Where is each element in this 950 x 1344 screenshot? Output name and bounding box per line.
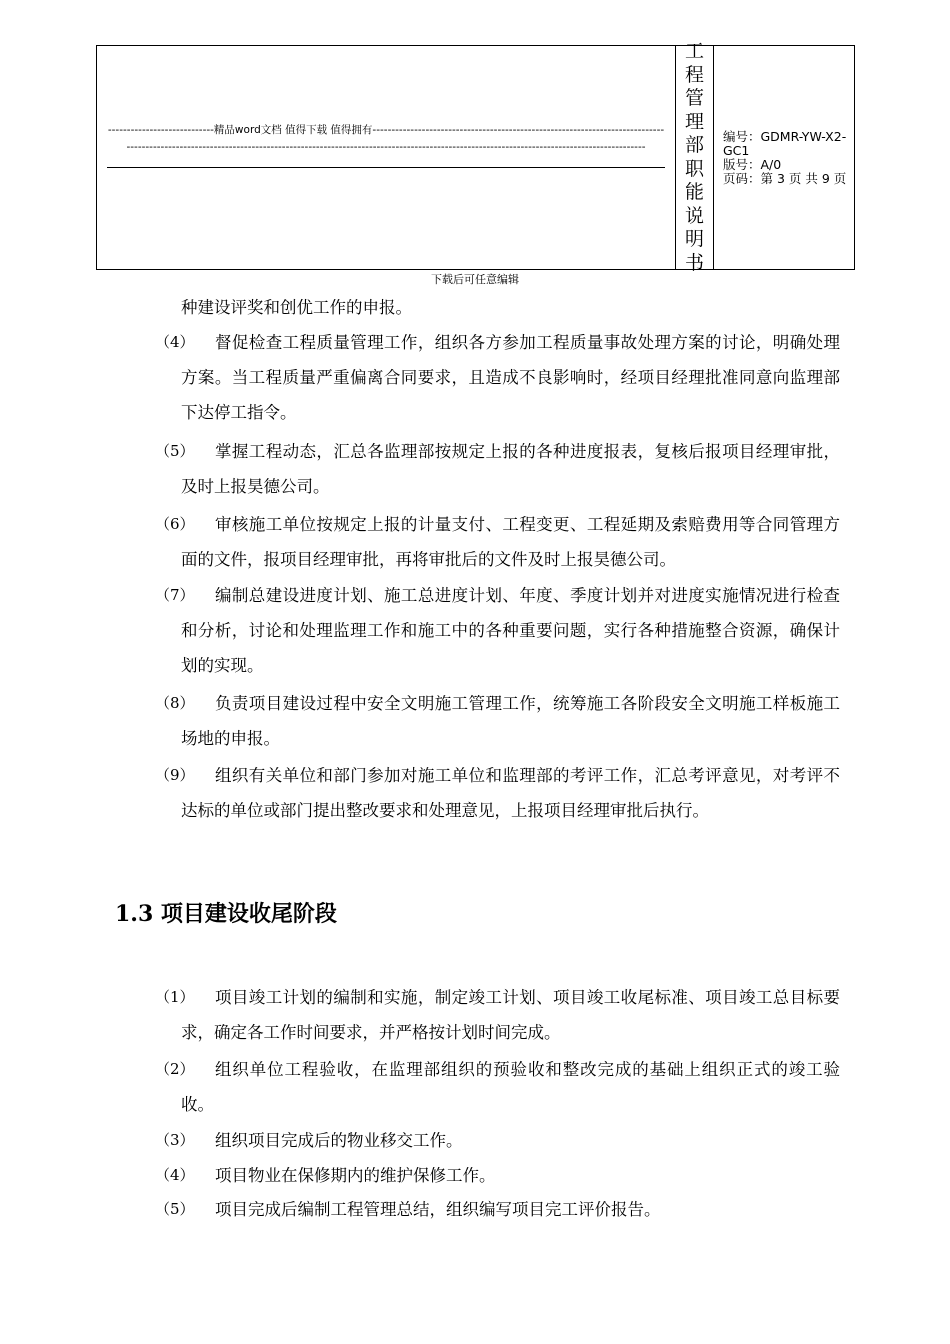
header-rule bbox=[107, 167, 665, 168]
doc-title-char: 管 bbox=[684, 87, 704, 109]
list-item-text: 项目完成后编制工程管理总结，组织编写项目完工评价报告。 bbox=[215, 1200, 661, 1219]
doc-title-char: 能 bbox=[684, 181, 704, 203]
doc-code: 编号：GDMR-YW-X2-GC1 bbox=[723, 128, 847, 158]
list-item-number: （2） bbox=[155, 1060, 195, 1078]
doc-title-char: 说 bbox=[684, 204, 704, 227]
list-item-text: 掌握工程动态，汇总各监理部按规定上报的各种进度报表，复核后报项目经理审批，及时上报昊德公司。 bbox=[181, 442, 840, 496]
list-item bbox=[155, 980, 840, 1050]
list-item-text: 负责项目建设过程中安全文明施工管理工作，统筹施工各阶段安全文明施工样板施工场地的申报。 bbox=[181, 694, 840, 748]
list-item-text: 组织单位工程验收，在监理部组织的预验收和整改完成的基础上组织正式的竣工验收。 bbox=[181, 1060, 840, 1114]
list-item-number: （5） bbox=[155, 1200, 195, 1218]
doc-title-char: 程 bbox=[684, 63, 704, 86]
doc-meta-cell bbox=[714, 46, 854, 269]
list-item bbox=[155, 686, 840, 756]
doc-title-char: 明 bbox=[684, 228, 704, 250]
list-item-text: 组织项目完成后的物业移交工作。 bbox=[215, 1131, 463, 1150]
list-item-number: （6） bbox=[155, 515, 195, 533]
list-item bbox=[155, 578, 840, 683]
list-item-number: （8） bbox=[155, 694, 195, 712]
list-item-number: （3） bbox=[155, 1131, 195, 1149]
list-item-number: （7） bbox=[155, 586, 195, 604]
list-item-text: 审核施工单位按规定上报的计量支付、工程变更、工程延期及索赔费用等合同管理方面的文件，报项目经理审批，再将审批后的文件及时上报昊德公司。 bbox=[181, 515, 840, 569]
continuation-text: 种建设评奖和创优工作的申报。 bbox=[181, 298, 412, 317]
list-item-text: 编制总建设进度计划、施工总进度计划、年度、季度计划并对进度实施情况进行检查和分析，讨论和处理监理工作和施工中的各种重要问题，实行各种措施整合资源，确保计划的实现。 bbox=[181, 586, 840, 675]
list-item bbox=[155, 325, 840, 430]
doc-title-char: 职 bbox=[684, 157, 704, 180]
doc-title-char: 书 bbox=[684, 251, 704, 274]
header-left-cell bbox=[97, 46, 676, 269]
edit-note: 下载后可任意编辑 bbox=[431, 273, 519, 286]
list-item-number: （1） bbox=[155, 988, 195, 1006]
doc-page-number: 页码：第 3 页 共 9 页 bbox=[723, 170, 847, 186]
list-item bbox=[155, 434, 840, 504]
doc-title-char: 理 bbox=[684, 110, 704, 133]
doc-version: 版号：A/0 bbox=[723, 156, 782, 172]
list-item-text: 项目竣工计划的编制和实施，制定竣工计划、项目竣工收尾标准、项目竣工总目标要求，确定各工作时间要求，并严格按计划时间完成。 bbox=[181, 988, 840, 1042]
list-item bbox=[155, 507, 840, 577]
list-item-text: 项目物业在保修期内的维护保修工作。 bbox=[215, 1166, 496, 1185]
list-item-number: （9） bbox=[155, 766, 195, 784]
list-item-number: （4） bbox=[155, 333, 195, 351]
list-item bbox=[155, 1158, 840, 1193]
header-table bbox=[96, 40, 855, 274]
doc-title-char: 部 bbox=[684, 134, 704, 156]
list-item bbox=[155, 758, 840, 828]
list-item bbox=[155, 1052, 840, 1122]
doc-title-vertical bbox=[676, 40, 714, 274]
list-item bbox=[155, 1123, 840, 1158]
section-heading: 1.3 项目建设收尾阶段 bbox=[115, 901, 337, 927]
list-item-text: 督促检查工程质量管理工作，组织各方参加工程质量事故处理方案的讨论，明确处理方案。当工程质量严重偏离合同要求，且造成不良影响时，经项目经理批准同意向监理部下达停工指令。 bbox=[181, 333, 840, 422]
list-item-text: 组织有关单位和部门参加对施工单位和监理部的考评工作，汇总考评意见，对考评不达标的单位或部门提出整改要求和处理意见，上报项目经理审批后执行。 bbox=[181, 766, 840, 820]
doc-title-char: 工 bbox=[684, 40, 704, 62]
list-item bbox=[155, 1192, 840, 1227]
watermark-text: ----------------------------精品word文档 值得下载 值得拥有---------------------------------------------------------------------------------------------------------------------------------------------------------------------------------------------------------------------- bbox=[107, 124, 665, 153]
list-item-number: （4） bbox=[155, 1166, 195, 1184]
list-item-number: （5） bbox=[155, 442, 195, 460]
